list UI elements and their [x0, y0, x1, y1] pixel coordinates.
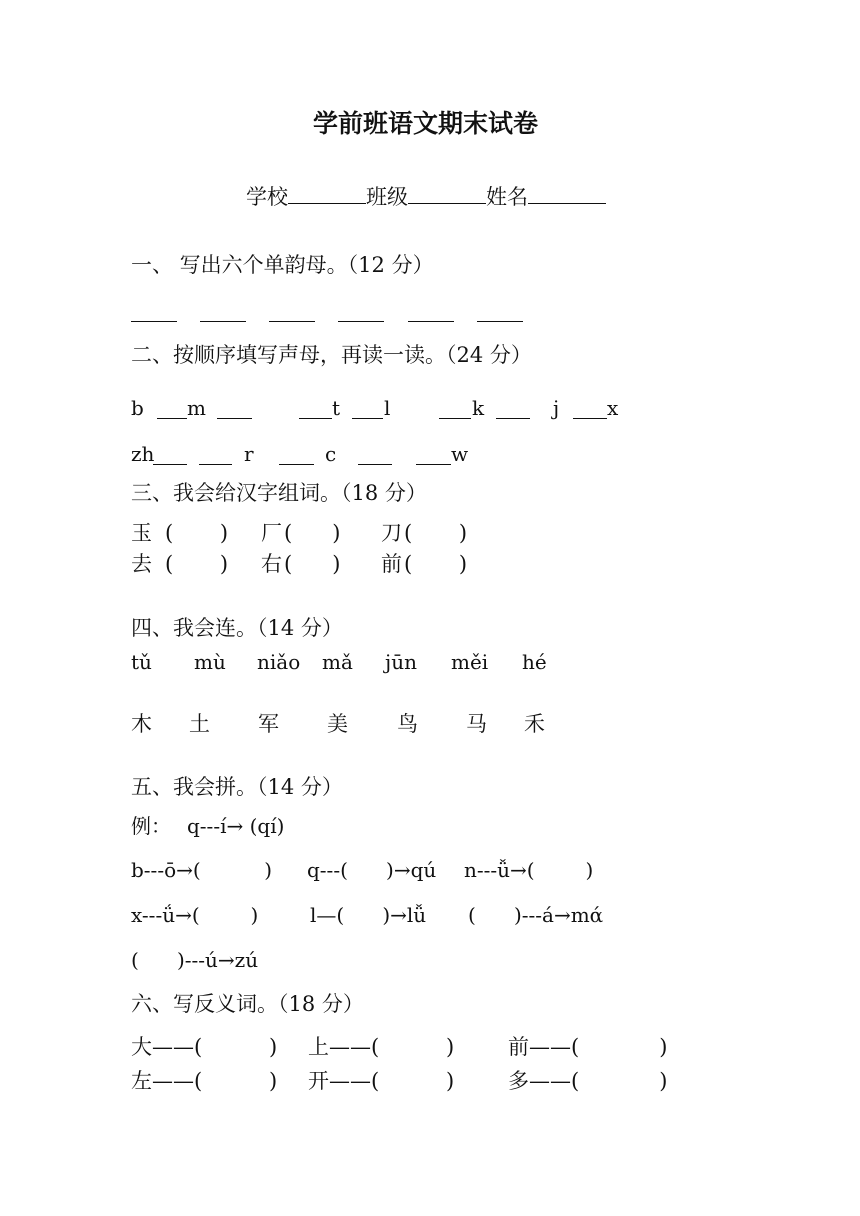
hanzi-item[interactable]: 木: [131, 712, 152, 736]
initial-j: j: [553, 396, 560, 420]
word-paren[interactable]: ( ): [284, 552, 341, 576]
word-char: 厂: [261, 521, 282, 545]
pinyin-item[interactable]: niǎo: [257, 650, 301, 674]
antonym-item[interactable]: 多——( ): [508, 1069, 668, 1093]
hanzi-item[interactable]: 马: [466, 712, 487, 736]
initial-k: k: [472, 396, 485, 420]
answer-line-1[interactable]: [131, 321, 177, 322]
name-label: 姓名: [486, 185, 528, 209]
initial-blank[interactable]: [217, 418, 252, 419]
section-4-heading: 四、我会连。（14 分）: [131, 616, 343, 640]
word-char: 刀: [381, 521, 402, 545]
antonym-item[interactable]: 左——( ): [131, 1069, 278, 1093]
word-char: 前: [381, 552, 402, 576]
antonym-item[interactable]: 前——( ): [508, 1035, 668, 1059]
pinyin-item[interactable]: mǎ: [322, 650, 353, 674]
section-2-heading: 二、按顺序填写声母，再读一读。（24 分）: [131, 343, 532, 367]
school-field[interactable]: [288, 183, 366, 204]
pinyin-item[interactable]: tǔ: [131, 650, 152, 674]
hanzi-item[interactable]: 鸟: [397, 712, 418, 736]
word-paren[interactable]: ( ): [165, 552, 229, 576]
initial-c: c: [325, 442, 337, 466]
pinyin-item[interactable]: měi: [451, 650, 489, 674]
word-paren[interactable]: ( ): [284, 521, 341, 545]
initial-blank[interactable]: [299, 418, 332, 419]
initial-zh: zh: [131, 442, 155, 466]
antonym-item[interactable]: 开——( ): [308, 1069, 455, 1093]
hanzi-item[interactable]: 美: [327, 712, 348, 736]
antonym-item[interactable]: 大——( ): [131, 1035, 278, 1059]
word-paren[interactable]: ( ): [404, 552, 468, 576]
section-3-heading: 三、我会给汉字组词。（18 分）: [131, 481, 427, 505]
initial-blank[interactable]: [358, 464, 392, 465]
initial-b: b: [131, 396, 144, 420]
spell-item[interactable]: q---( )→qú: [307, 858, 437, 882]
class-field[interactable]: [408, 183, 486, 204]
initial-blank[interactable]: [199, 464, 232, 465]
word-char: 右: [261, 552, 282, 576]
section-6-heading: 六、写反义词。（18 分）: [131, 992, 364, 1016]
initial-blank[interactable]: [416, 464, 451, 465]
answer-line-4[interactable]: [338, 321, 384, 322]
section-5-heading: 五、我会拼。（14 分）: [131, 775, 343, 799]
word-char: 去: [131, 552, 152, 576]
initial-r: r: [244, 442, 254, 466]
spell-item[interactable]: l—( )→lǚ: [310, 903, 427, 927]
answer-line-6[interactable]: [477, 321, 523, 322]
initial-t: t: [332, 396, 341, 420]
spell-item[interactable]: x---ǘ→( ): [131, 903, 259, 927]
answer-line-5[interactable]: [408, 321, 454, 322]
pinyin-item[interactable]: jūn: [385, 650, 417, 674]
student-info-line: [246, 183, 606, 208]
initial-blank[interactable]: [153, 464, 187, 465]
spell-item[interactable]: b---ō→( ): [131, 858, 273, 882]
initial-blank[interactable]: [496, 418, 530, 419]
school-label: 学校: [246, 185, 288, 209]
answer-line-3[interactable]: [269, 321, 315, 322]
initial-l: l: [384, 396, 391, 420]
section-1-heading: 一、 写出六个单韵母。（12 分）: [131, 253, 434, 277]
word-paren[interactable]: ( ): [404, 521, 468, 545]
hanzi-item[interactable]: 军: [258, 712, 279, 736]
class-label: 班级: [366, 185, 408, 209]
initial-blank[interactable]: [573, 418, 607, 419]
antonym-item[interactable]: 上——( ): [308, 1035, 455, 1059]
example-label: 例：: [131, 814, 171, 838]
initial-m: m: [187, 396, 206, 420]
word-paren[interactable]: ( ): [165, 521, 229, 545]
example-text: q---í→ (qí): [187, 814, 285, 838]
pinyin-item[interactable]: mù: [194, 650, 226, 674]
hanzi-item[interactable]: 禾: [524, 712, 545, 736]
initial-w: w: [451, 442, 469, 466]
initial-x: x: [607, 396, 619, 420]
initial-blank[interactable]: [439, 418, 471, 419]
word-char: 玉: [131, 521, 152, 545]
page-title: 学前班语文期末试卷: [313, 109, 539, 138]
spell-item[interactable]: n---ǚ→( ): [464, 858, 594, 882]
initial-blank[interactable]: [157, 418, 187, 419]
spell-item[interactable]: ( )---ú→zú: [131, 948, 259, 972]
name-field[interactable]: [528, 183, 606, 204]
initial-blank[interactable]: [352, 418, 383, 419]
pinyin-item[interactable]: hé: [522, 650, 547, 674]
answer-line-2[interactable]: [200, 321, 246, 322]
initial-blank[interactable]: [279, 464, 314, 465]
hanzi-item[interactable]: 土: [189, 712, 210, 736]
spell-item[interactable]: ( )---á→mά: [468, 903, 604, 927]
